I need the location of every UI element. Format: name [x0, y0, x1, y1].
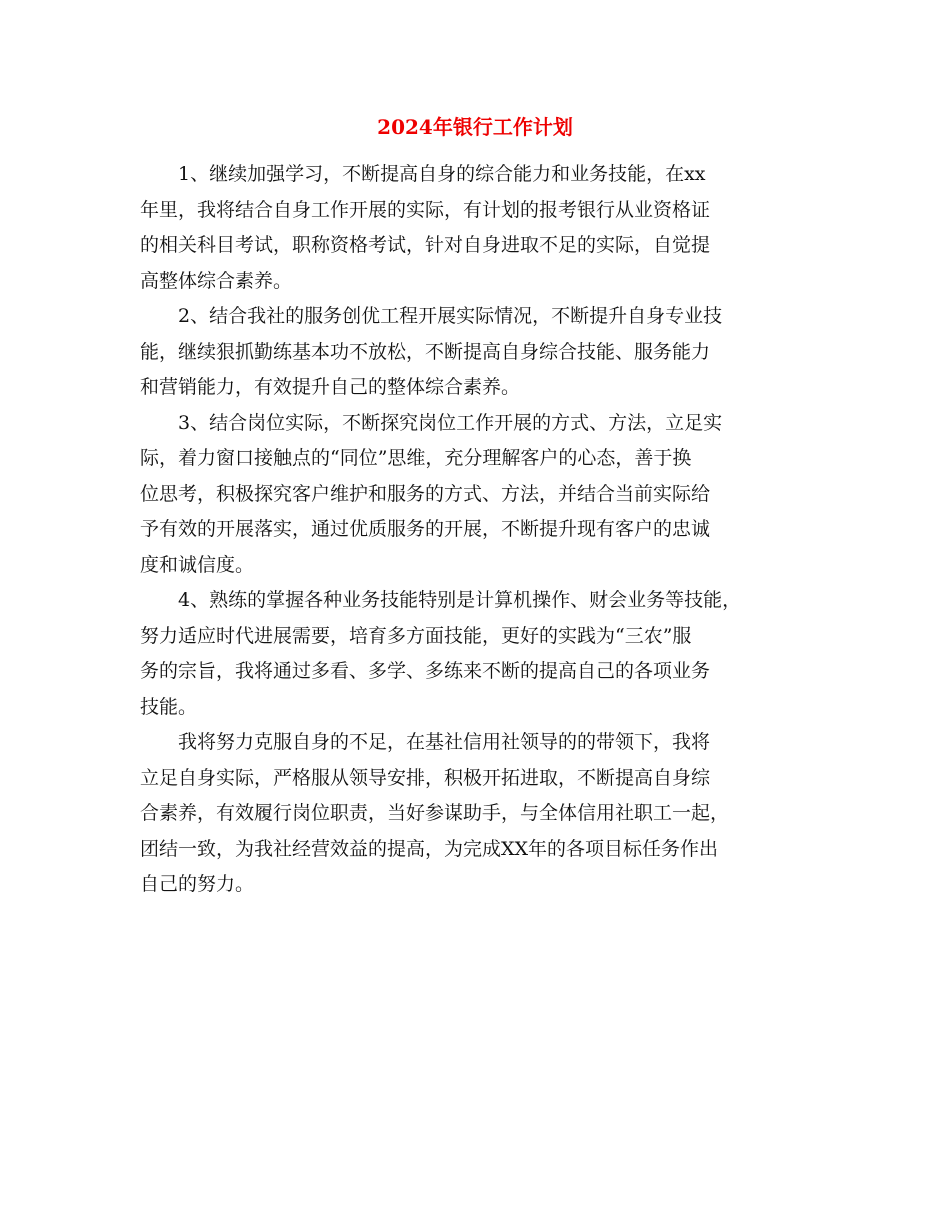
paragraph-line: 际，着力窗口接触点的“同位”思维，充分理解客户的心态，善于换 — [140, 447, 692, 469]
paragraph-5 — [140, 725, 812, 903]
paragraph-line: 自己的努力。 — [140, 873, 255, 895]
paragraph-line: 团结一致，为我社经营效益的提高，为完成XX年的各项目标任务作出 — [140, 837, 719, 860]
paragraph-3 — [140, 406, 812, 584]
paragraph-2 — [140, 299, 812, 406]
paragraph-4 — [140, 583, 812, 725]
paragraph-line: 年里，我将结合自身工作开展的实际，有计划的报考银行从业资格证 — [140, 198, 711, 221]
paragraph-line: 和营销能力，有效提升自己的整体综合素养。 — [140, 376, 521, 398]
paragraph-line: 合素养，有效履行岗位职责，当好参谋助手，与全体信用社职工一起， — [140, 802, 730, 824]
paragraph-line: 度和诚信度。 — [140, 553, 255, 576]
paragraph-line: 我将努力克服自身的不足，在基社信用社领导的的带领下，我将 — [140, 731, 711, 753]
document-body — [140, 157, 812, 903]
paragraph-1 — [140, 157, 812, 299]
paragraph-line: 能，继续狠抓勤练基本功不放松，不断提高自身综合技能、服务能力 — [140, 340, 711, 363]
paragraph-line: 予有效的开展落实，通过优质服务的开展，不断提升现有客户的忠诚 — [140, 518, 711, 540]
paragraph-line: 4、熟练的掌握各种业务技能特别是计算机操作、财会业务等技能， — [140, 589, 742, 611]
paragraph-line: 努力适应时代进展需要，培育多方面技能，更好的实践为“三农”服 — [140, 624, 692, 647]
paragraph-line: 技能。 — [140, 695, 198, 718]
paragraph-line: 1、继续加强学习，不断提高自身的综合能力和业务技能，在xx — [140, 163, 706, 185]
paragraph-line: 高整体综合素养。 — [140, 269, 293, 292]
paragraph-line: 位思考，积极探究客户维护和服务的方式、方法，并结合当前实际给 — [140, 482, 711, 505]
document-title: 2024年银行工作计划 — [377, 115, 573, 139]
paragraph-line: 的相关科目考试，职称资格考试，针对自身进取不足的实际，自觉提 — [140, 234, 711, 256]
paragraph-line: 务的宗旨，我将通过多看、多学、多练来不断的提高自己的各项业务 — [140, 660, 711, 682]
paragraph-line: 2、结合我社的服务创优工程开展实际情况，不断提升自身专业技 — [140, 305, 723, 327]
paragraph-line: 立足自身实际，严格服从领导安排，积极开拓进取，不断提高自身综 — [140, 766, 711, 789]
paragraph-line: 3、结合岗位实际，不断探究岗位工作开展的方式、方法，立足实 — [140, 411, 723, 434]
